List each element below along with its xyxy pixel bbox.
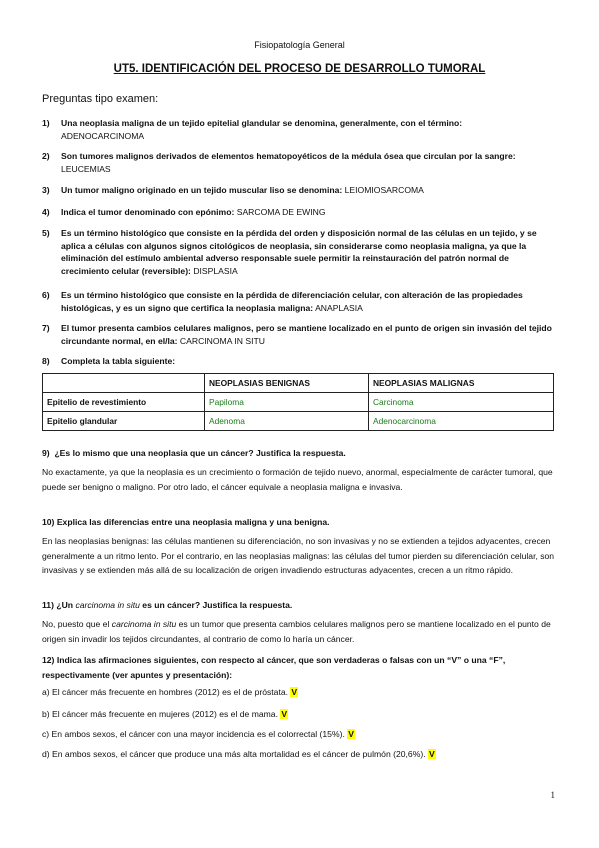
table-row bbox=[43, 393, 554, 412]
true-false-mark: V bbox=[348, 729, 354, 739]
statement-c: c) En ambos sexos, el cáncer con una mayor incidencia es el colorrectal (15%). V bbox=[42, 729, 354, 739]
question-text: Un tumor maligno originado en un tejido muscular liso se denomina: bbox=[61, 185, 343, 195]
page-title: UT5. IDENTIFICACIÓN DEL PROCESO DE DESARROLLO TUMORAL bbox=[113, 63, 486, 75]
page-header: Fisiopatología General bbox=[254, 40, 345, 50]
table-cell: Adenocarcinoma bbox=[369, 412, 554, 431]
answer-11: No, puesto que el carcinoma in situ es un tumor que presenta cambios celulares malignos pero se mantiene localizado en el punto de origen sin invadir los tejidos circundantes, al contrario de como lo haría un cáncer. bbox=[42, 619, 551, 644]
question-text: Una neoplasia maligna de un tejido epitelial glandular se denomina, generalmente, con el término: bbox=[61, 118, 463, 128]
question-6: 6) Es un término histológico que consiste en la pérdida de diferenciación celular, con alteración de las propiedades histológicas, y es un signo que certifica la neoplasia maligna: ANAPLASIA bbox=[42, 290, 523, 313]
table-cell: Papiloma bbox=[205, 393, 369, 412]
question-text: Son tumores malignos derivados de elementos hematopoyéticos de la médula ósea que circulan por la sangre: bbox=[61, 151, 516, 161]
answer-10: En las neoplasias benignas: las células mantienen su diferenciación, no son invasivas y no se extienden a tejidos adyacentes, crecen generalmente a un ritmo lento. Por el contrario, en las neoplasias malignas: las células del tumor pierden su diferenciación celular, son invasivas y se extienden más allá de su localización de origen invadiendo estructuras adyacentes, crecen a un ritmo rápido. bbox=[42, 536, 555, 576]
answer-text: CARCINOMA IN SITU bbox=[179, 335, 265, 346]
table-header-row bbox=[43, 374, 554, 393]
answer-text: LEUCEMIAS bbox=[61, 163, 111, 174]
question-text: Indica el tumor denominado con epónimo: bbox=[61, 207, 235, 217]
question-2: 2) Son tumores malignos derivados de elementos hematopoyéticos de la médula ósea que circulan por la sangre: LEUCEMIAS bbox=[42, 151, 516, 174]
statement-d: d) En ambos sexos, el cáncer que produce una más alta mortalidad es el cáncer de pulmón (20,6%). V bbox=[42, 749, 435, 759]
table-header-cell bbox=[43, 374, 205, 393]
answer-text: ADENOCARCINOMA bbox=[61, 130, 145, 141]
answer-text: DISPLASIA bbox=[193, 265, 238, 276]
table-cell: Carcinoma bbox=[369, 393, 554, 412]
question-4: 4) Indica el tumor denominado con epónimo: SARCOMA DE EWING bbox=[42, 207, 326, 217]
true-false-mark: V bbox=[291, 687, 298, 697]
question-text: Es un término histológico que consiste en la pérdida de diferenciación celular, con alteración de las propiedades histológicas, y es un signo que certifica la neoplasia maligna: bbox=[61, 290, 523, 313]
table-header-cell: NEOPLASIAS BENIGNAS bbox=[205, 374, 369, 393]
question-text: Es un término histológico que consiste en la pérdida del orden y disposición normal de las células en un tejido, y se aplica a células con algunos signos citológicos de neoplasia, sin considerarse como neoplasia maligna, ya que la eliminación del estímulo ambiental adverso responsable suele permitir la reinstauración del patrón normal de crecimiento celular (reversible): bbox=[61, 228, 537, 276]
section-subtitle: Preguntas tipo examen: bbox=[42, 93, 159, 105]
question-text: El tumor presenta cambios celulares malignos, pero se mantiene localizado en el punto de origen sin invasión del tejido circundante normal, en el/la: bbox=[61, 323, 552, 346]
question-3: 3) Un tumor maligno originado en un tejido muscular liso se denomina: LEIOMIOSARCOMA bbox=[42, 185, 424, 195]
question-9: 9) ¿Es lo mismo que una neoplasia que un cáncer? Justifica la respuesta. bbox=[42, 448, 346, 458]
answer-text: ANAPLASIA bbox=[315, 302, 363, 313]
statement-a: a) El cáncer más frecuente en hombres (2012) es el de próstata. V bbox=[42, 687, 298, 697]
neoplasia-table bbox=[42, 373, 554, 431]
true-false-mark: V bbox=[428, 749, 435, 759]
table-row-label: Epitelio glandular bbox=[43, 412, 205, 431]
question-text: Completa la tabla siguiente: bbox=[61, 356, 176, 366]
question-10: 10) Explica las diferencias entre una neoplasia maligna y una benigna. bbox=[42, 517, 330, 527]
question-5: 5) Es un término histológico que consiste en la pérdida del orden y disposición normal de las células en un tejido, y se aplica a células con algunos signos citológicos de neoplasia, sin considerarse como neoplasia maligna, ya que la eliminación del estímulo ambiental adverso responsable suele permitir la reinstauración del patrón normal de crecimiento celular (reversible): DISPLASIA bbox=[42, 228, 537, 276]
table-row-label: Epitelio de revestimiento bbox=[43, 393, 205, 412]
table-row bbox=[43, 412, 554, 431]
table-header-cell: NEOPLASIAS MALIGNAS bbox=[369, 374, 554, 393]
question-7: 7) El tumor presenta cambios celulares malignos, pero se mantiene localizado en el punto de origen sin invasión del tejido circundante normal, en el/la: CARCINOMA IN SITU bbox=[42, 323, 552, 346]
question-8: 8) Completa la tabla siguiente: bbox=[42, 356, 176, 366]
answer-text: LEIOMIOSARCOMA bbox=[344, 185, 424, 195]
answer-9: No exactamente, ya que la neoplasia es un crecimiento o formación de tejido nuevo, anormal, especialmente de carácter tumoral, que puede ser benigno o maligno. Por otro lado, el cáncer equivale a neoplasia maligna e invasiva. bbox=[42, 467, 553, 492]
statement-b: b) El cáncer más frecuente en mujeres (2012) es el de mama. V bbox=[42, 709, 288, 719]
answer-text: SARCOMA DE EWING bbox=[236, 207, 326, 217]
page-number: 1 bbox=[550, 790, 555, 800]
table-cell: Adenoma bbox=[205, 412, 369, 431]
true-false-mark: V bbox=[281, 709, 288, 719]
question-11: 11) ¿Un carcinoma in situ es un cáncer? Justifica la respuesta. bbox=[42, 600, 293, 610]
question-1: 1) Una neoplasia maligna de un tejido epitelial glandular se denomina, generalmente, con el término: ADENOCARCINOMA bbox=[42, 118, 463, 141]
question-12: 12) Indica las afirmaciones siguientes, con respecto al cáncer, que son verdaderas o falsas con un “V” o una “F”, respectivamente (ver apuntes y presentación): bbox=[42, 655, 506, 680]
